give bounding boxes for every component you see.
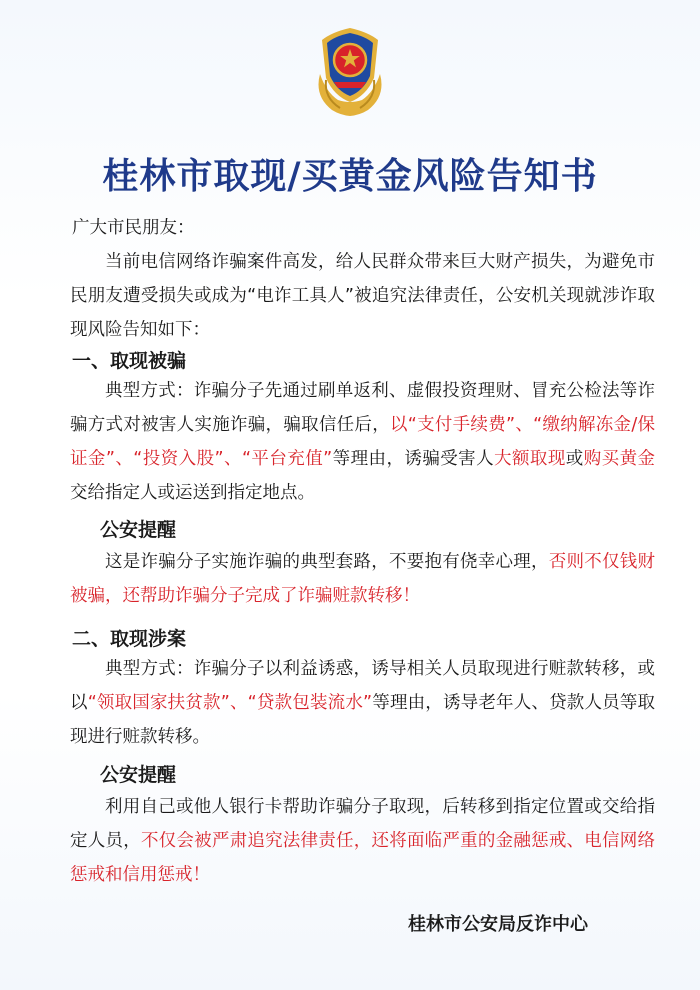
- section-2-reminder: [70, 790, 655, 892]
- police-emblem-icon: [310, 22, 390, 120]
- section-1-reminder-title: 公安提醒: [100, 519, 177, 541]
- section-2-reminder-text: 利用自己或他人银行卡帮助诈骗分子取现，后转移到指定位置或交给指定人员，: [70, 797, 655, 851]
- section-1-typical-text-a: 典型方式：诈骗分子先通过刷单返利、虚假投资理财、冒充公检法等诈骗方式对被害人实施诈骗，骗取信任后，: [70, 381, 655, 435]
- section-2-reminder-title: 公安提醒: [100, 764, 177, 786]
- section-1-reminder: [70, 545, 655, 613]
- section-1-typical-red-a: 以“支付手续费”、“缴纳解冻金/保证金”、“投资入股”、“平台充值”: [70, 415, 656, 469]
- page-title: 桂林市取现/买黄金风险告知书: [102, 155, 598, 197]
- section-1-typical-red-b: 大额取现: [494, 449, 566, 469]
- section-1-typical-text-c: 或: [565, 449, 584, 469]
- section-1-reminder-text: 这是诈骗分子实施诈骗的典型套路，不要抱有侥幸心理，: [105, 552, 549, 572]
- section-1-typical: [70, 374, 655, 510]
- section-1-typical-text-b: 等理由，诱骗受害人: [332, 449, 495, 469]
- section-2-reminder-red: 不仅会被严肃追究法律责任，还将面临严重的金融惩戒、电信网络惩戒和信用惩戒！: [70, 831, 655, 885]
- section-2-typical-red: “领取国家扶贫款”、“贷款包装流水”: [87, 693, 373, 713]
- section-2-heading: 二、取现涉案: [72, 628, 187, 650]
- salutation: 广大市民朋友：: [72, 218, 195, 238]
- intro-paragraph: 当前电信网络诈骗案件高发，给人民群众带来巨大财产损失，为避免市民朋友遭受损失或成为“电诈工具人”被追究法律责任，公安机关现就涉诈取现风险告知如下：: [70, 252, 655, 340]
- section-1-heading: 一、取现被骗: [72, 350, 187, 372]
- section-2-typical-text-b: 等理由，诱导老年人、贷款人员等取现进行赃款转移。: [70, 693, 656, 747]
- signature: 桂林市公安局反诈中心: [408, 914, 588, 935]
- section-1-reminder-red: 否则不仅钱财被骗，还帮助诈骗分子完成了诈骗赃款转移！: [70, 552, 655, 606]
- section-2-typical: [70, 652, 655, 754]
- section-1-typical-red-c: 购买黄金: [583, 449, 656, 469]
- section-2-typical-text-a: 典型方式：诈骗分子以利益诱惑，诱导相关人员取现进行赃款转移，或以: [70, 659, 655, 713]
- section-1-typical-text-d: 交给指定人或运送到指定地点。: [70, 483, 315, 503]
